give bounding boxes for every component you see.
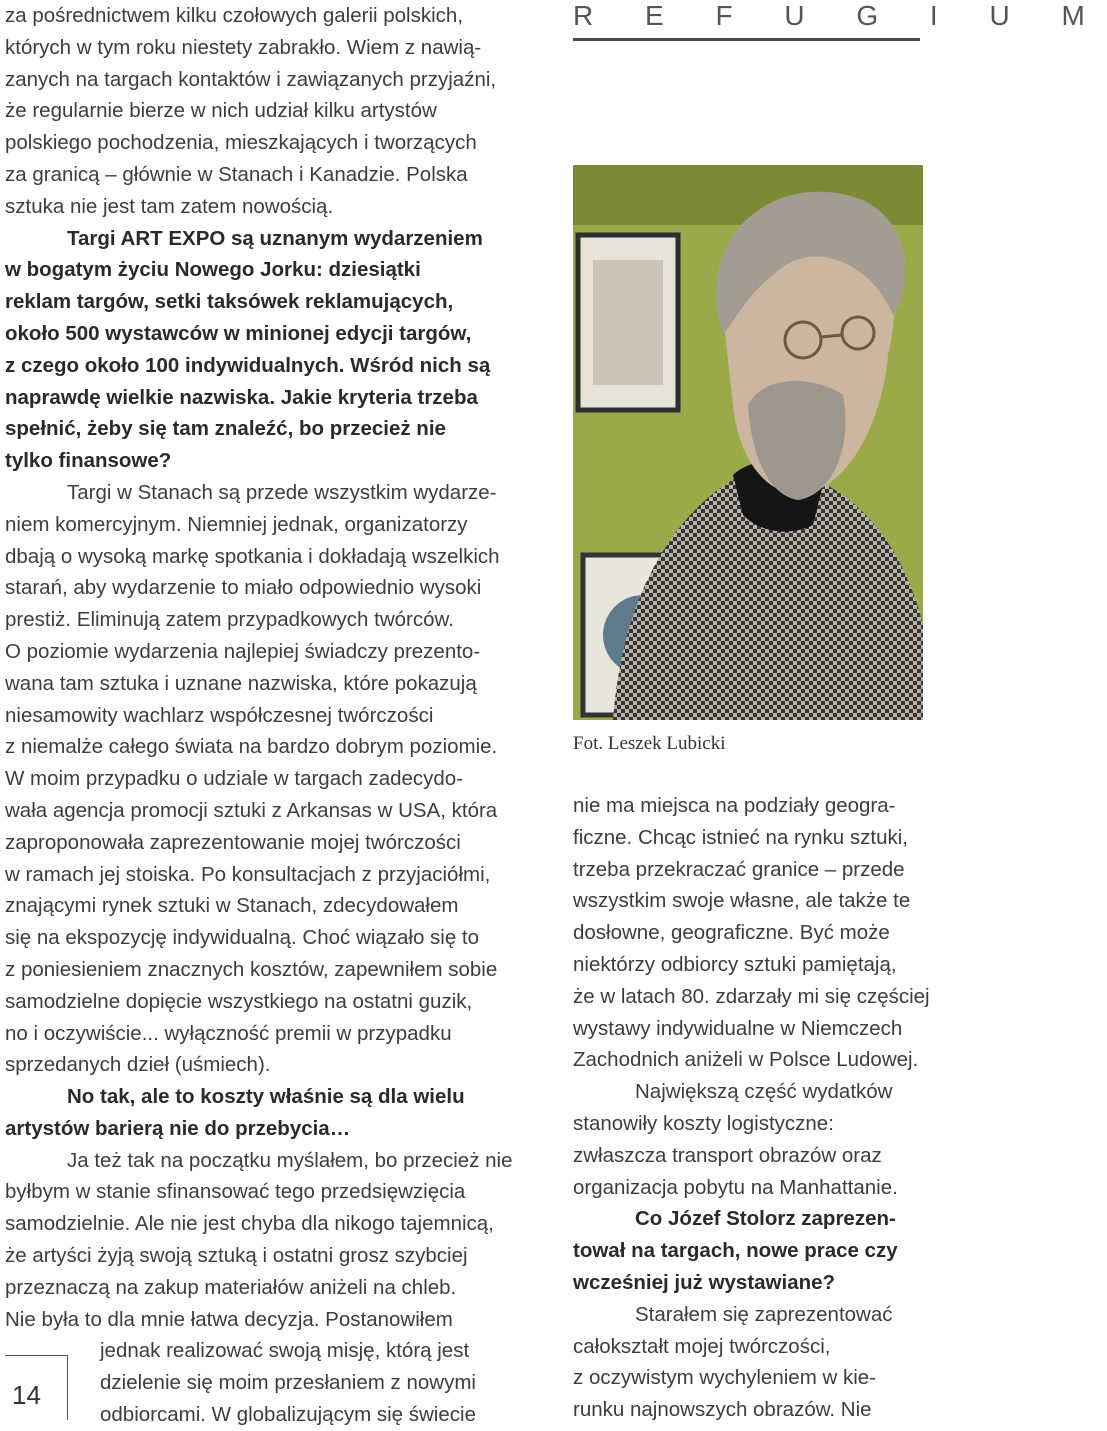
right-text-line: wystawy indywidualne w Niemczech bbox=[573, 1016, 903, 1040]
left-text-line: prestiż. Eliminują zatem przypadkowych twórców. bbox=[5, 608, 454, 632]
right-text-line: Starałem się zaprezentować bbox=[635, 1302, 893, 1326]
left-text-line: niesamowity wachlarz współczesnej twórczości bbox=[5, 703, 434, 727]
left-text-line: sztuka nie jest tam zatem nowością. bbox=[5, 194, 334, 218]
left-text-line: O poziomie wydarzenia najlepiej świadczy prezento- bbox=[5, 639, 481, 663]
left-text-line: za granicą – głównie w Stanach i Kanadzie. Polska bbox=[5, 162, 468, 186]
right-text-line: że w latach 80. zdarzały mi się częściej bbox=[573, 984, 930, 1008]
left-text-line: wana tam sztuka i uznane nazwiska, które pokazują bbox=[5, 671, 477, 695]
left-text-line: z poniesieniem znacznych kosztów, zapewniłem sobie bbox=[5, 957, 498, 981]
left-text-line: za pośrednictwem kilku czołowych galerii polskich, bbox=[5, 4, 464, 27]
right-text-line: trzeba przekraczać granice – przede bbox=[573, 857, 905, 881]
left-text-line: z czego około 100 indywidualnych. Wśród nich są bbox=[5, 353, 491, 377]
right-text-line: wcześniej już wystawiane? bbox=[573, 1270, 836, 1294]
portrait-illustration bbox=[573, 165, 923, 720]
right-text-line: ficzne. Chcąc istnieć na rynku sztuki, bbox=[573, 825, 908, 849]
page-number-rule-horizontal bbox=[5, 1355, 67, 1356]
left-text-line: niem komercyjnym. Niemniej jednak, organizatorzy bbox=[5, 512, 468, 536]
left-text-line: W moim przypadku o udziale w targach zadecydo- bbox=[5, 767, 464, 791]
right-text-line: tował na targach, nowe prace czy bbox=[573, 1239, 898, 1263]
left-text-line: No tak, ale to koszty właśnie są dla wielu bbox=[67, 1085, 465, 1109]
right-text-line: organizacja pobytu na Manhattanie. bbox=[573, 1175, 898, 1199]
left-text-line: w ramach jej stoiska. Po konsultacjach z przyjaciółmi, bbox=[5, 862, 491, 886]
left-text-line: starań, aby wydarzenie to miało odpowiednio wysoki bbox=[5, 576, 482, 600]
left-text-line: zanych na targach kontaktów i zawiązanych przyjaźni, bbox=[5, 67, 497, 91]
left-text-line: polskiego pochodzenia, mieszkających i tworzących bbox=[5, 131, 477, 155]
left-text-line: wała agencja promocji sztuki z Arkansas w USA, która bbox=[5, 798, 498, 822]
right-text-line: niektórzy odbiorcy sztuki pamiętają, bbox=[573, 952, 897, 976]
left-text-line: się na ekspozycję indywidualną. Choć wiązało się to bbox=[5, 926, 480, 950]
left-text-line: przeznaczą na zakup materiałów aniżeli na chleb. bbox=[5, 1275, 457, 1299]
left-text-line: dzielenie się moim przesłaniem z nowymi bbox=[100, 1371, 476, 1395]
right-text-line: Największą część wydatków bbox=[635, 1080, 893, 1104]
left-text-line: samodzielne dopięcie wszystkiego na ostatni guzik, bbox=[5, 989, 473, 1013]
left-text-line: że artyści żyją swoją sztuką i ostatni grosz szybciej bbox=[5, 1244, 468, 1268]
left-text-line: odbiorcami. W globalizującym się świecie bbox=[100, 1403, 476, 1427]
page-number-rule-vertical bbox=[67, 1355, 68, 1420]
left-text-line: jednak realizować swoją misję, którą jest bbox=[100, 1339, 470, 1363]
right-text-line: dosłowne, geograficzne. Być może bbox=[573, 921, 890, 945]
left-text-line: Targi w Stanach są przede wszystkim wydarze- bbox=[67, 480, 497, 504]
page-number: 14 bbox=[12, 1380, 41, 1410]
left-text-line: no i oczywiście... wyłączność premii w przypadku bbox=[5, 1021, 452, 1045]
right-text-line: całokształt mojej twórczości, bbox=[573, 1334, 831, 1358]
left-text-line: z niemalże całego świata na bardzo dobrym poziomie. bbox=[5, 735, 498, 759]
left-text-line: dbają o wysoką markę spotkania i dokładają wszelkich bbox=[5, 544, 500, 568]
right-text-line: wszystkim swoje własne, ale także te bbox=[573, 889, 911, 913]
right-text-line: stanowiły koszty logistyczne: bbox=[573, 1111, 834, 1135]
left-text-line: których w tym roku niestety zabrakło. Wiem z nawią- bbox=[5, 35, 482, 59]
right-text-line: z oczywistym wychyleniem w kie- bbox=[573, 1366, 876, 1390]
left-text-line: że regularnie bierze w nich udział kilku artystów bbox=[5, 99, 437, 123]
left-text-line: spełnić, żeby się tam znaleźć, bo przecież nie bbox=[5, 417, 446, 441]
right-text-line: zwłaszcza transport obrazów oraz bbox=[573, 1143, 882, 1167]
right-column bbox=[573, 790, 953, 1426]
left-text-line: Targi ART EXPO są uznanym wydarzeniem bbox=[67, 226, 483, 250]
left-text-line: samodzielnie. Ale nie jest chyba dla nikogo tajemnicą, bbox=[5, 1212, 494, 1236]
right-text-line: runku najnowszych obrazów. Nie bbox=[573, 1398, 872, 1422]
portrait-photo bbox=[573, 165, 923, 720]
left-text-line: byłbym w stanie sfinansować tego przedsięwzięcia bbox=[5, 1180, 466, 1204]
photo-caption: Fot. Leszek Lubicki bbox=[573, 733, 726, 754]
left-text-line: sprzedanych dzieł (uśmiech). bbox=[5, 1053, 271, 1077]
left-text-line: Ja też tak na początku myślałem, bo przecież nie bbox=[67, 1148, 513, 1172]
right-text-line: Zachodnich aniżeli w Polsce Ludowej. bbox=[573, 1048, 919, 1072]
left-text-line: Nie była to dla mnie łatwa decyzja. Postanowiłem bbox=[5, 1307, 453, 1331]
left-text-line: znającymi rynek sztuki w Stanach, zdecydowałem bbox=[5, 894, 459, 918]
left-text-line: reklam targów, setki taksówek reklamujących, bbox=[5, 290, 454, 314]
left-text-line: około 500 wystawców w minionej edycji targów, bbox=[5, 321, 472, 345]
left-text-line: w bogatym życiu Nowego Jorku: dziesiątki bbox=[5, 258, 421, 282]
left-text-line: tylko finansowe? bbox=[5, 449, 172, 473]
header-rule bbox=[573, 38, 920, 41]
right-text-line: Co Józef Stolorz zaprezen- bbox=[635, 1207, 896, 1231]
right-text-line: nie ma miejsca na podziały geogra- bbox=[573, 794, 896, 817]
left-column bbox=[5, 0, 550, 1431]
running-header: R E F U G I U M bbox=[573, 0, 1107, 31]
left-text-line: artystów barierą nie do przebycia… bbox=[5, 1116, 351, 1140]
left-text-line: naprawdę wielkie nazwiska. Jakie kryteria trzeba bbox=[5, 385, 478, 409]
left-text-line: zaproponowała zaprezentowanie mojej twórczości bbox=[5, 830, 461, 854]
